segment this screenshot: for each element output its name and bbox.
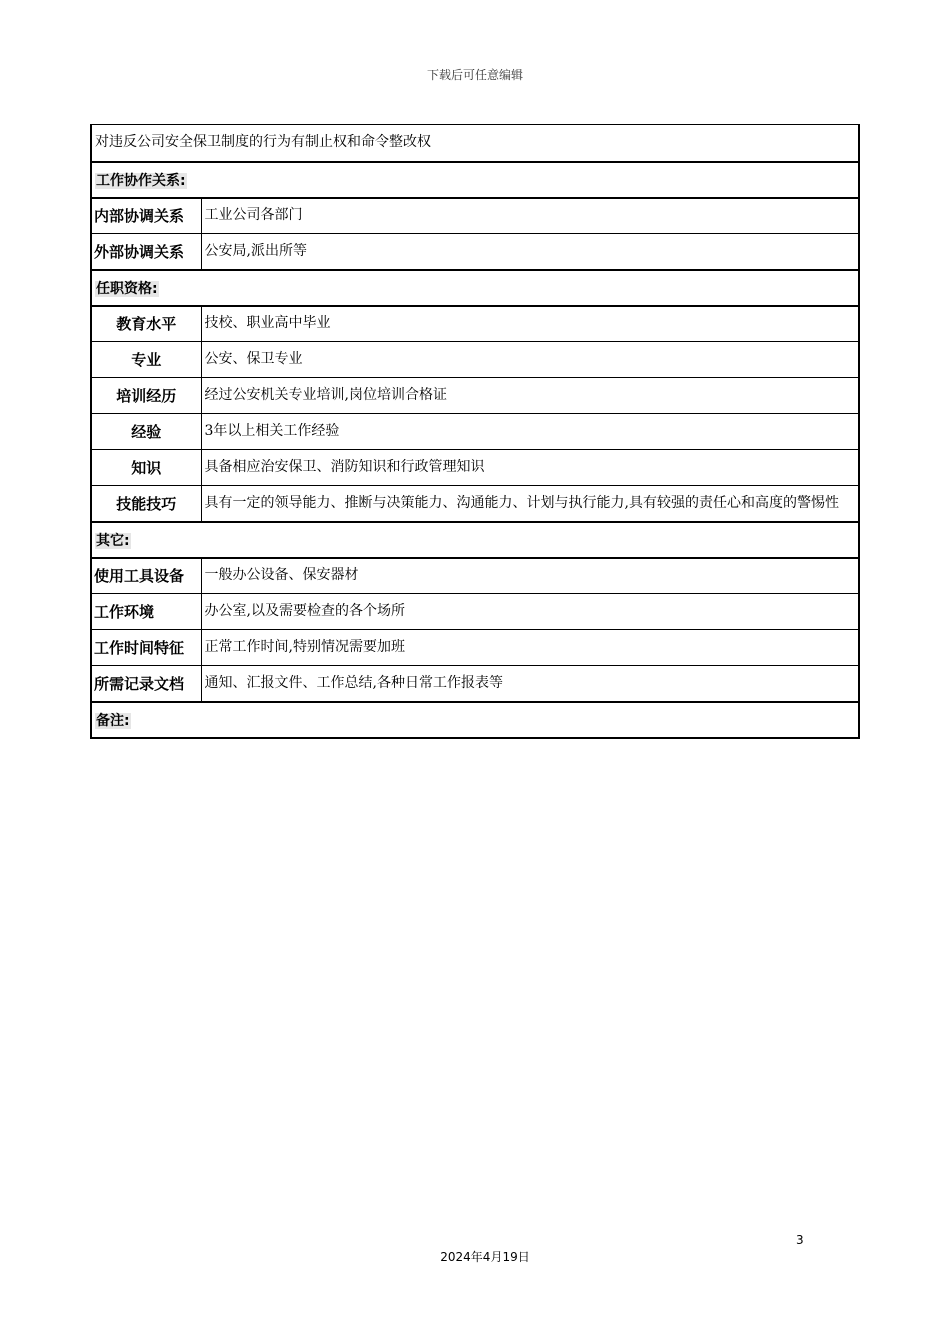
- value-environment: 办公室,以及需要检查的各个场所: [201, 594, 859, 630]
- label-major: 专业: [91, 342, 201, 378]
- section-cooperation-title: 工作协作关系: [96, 172, 180, 189]
- label-experience: 经验: [91, 414, 201, 450]
- row-skills: [91, 486, 859, 522]
- label-time: 工作时间特征: [91, 630, 201, 666]
- row-tools: [91, 558, 859, 594]
- label-tools: 使用工具设备: [91, 558, 201, 594]
- value-skills: 具有一定的领导能力、推断与决策能力、沟通能力、计划与执行能力,具有较强的责任心和高度的警惕性: [201, 486, 859, 522]
- value-education: 技校、职业高中毕业: [201, 306, 859, 342]
- label-external: 外部协调关系: [91, 234, 201, 270]
- value-tools: 一般办公设备、保安器材: [201, 558, 859, 594]
- label-education: 教育水平: [91, 306, 201, 342]
- label-internal: 内部协调关系: [91, 198, 201, 234]
- row-environment: [91, 594, 859, 630]
- value-major: 公安、保卫专业: [201, 342, 859, 378]
- value-knowledge: 具备相应治安保卫、消防知识和行政管理知识: [201, 450, 859, 486]
- label-skills: 技能技巧: [91, 486, 201, 522]
- section-remarks: 备注:: [91, 702, 859, 738]
- row-internal: [91, 198, 859, 234]
- job-description-table: [90, 124, 860, 739]
- page-header-note: 下载后可任意编辑: [426, 68, 523, 82]
- row-external: [91, 234, 859, 270]
- value-external: 公安局,派出所等: [201, 234, 859, 270]
- value-training: 经过公安机关专业培训,岗位培训合格证: [201, 378, 859, 414]
- label-documents: 所需记录文档: [91, 666, 201, 702]
- section-qualification: 任职资格:: [91, 270, 859, 306]
- value-time: 正常工作时间,特别情况需要加班: [201, 630, 859, 666]
- page-number: 3: [796, 1233, 804, 1247]
- label-environment: 工作环境: [91, 594, 201, 630]
- authority-text: 对违反公司安全保卫制度的行为有制止权和命令整改权: [91, 125, 859, 162]
- row-education: [91, 306, 859, 342]
- row-major: [91, 342, 859, 378]
- section-other-title: 其它: [96, 532, 124, 549]
- label-knowledge: 知识: [91, 450, 201, 486]
- row-documents: [91, 666, 859, 702]
- value-documents: 通知、汇报文件、工作总结,各种日常工作报表等: [201, 666, 859, 702]
- section-other: 其它:: [91, 522, 859, 558]
- footer-date: 2024年4月19日: [440, 1250, 530, 1264]
- row-knowledge: [91, 450, 859, 486]
- row-experience: [91, 414, 859, 450]
- section-remarks-title: 备注: [96, 712, 124, 729]
- row-training: [91, 378, 859, 414]
- section-cooperation: 工作协作关系:: [91, 162, 859, 198]
- value-experience: 3年以上相关工作经验: [201, 414, 859, 450]
- authority-row: [91, 125, 859, 162]
- value-internal: 工业公司各部门: [201, 198, 859, 234]
- section-qualification-title: 任职资格: [96, 280, 152, 297]
- row-time: [91, 630, 859, 666]
- label-training: 培训经历: [91, 378, 201, 414]
